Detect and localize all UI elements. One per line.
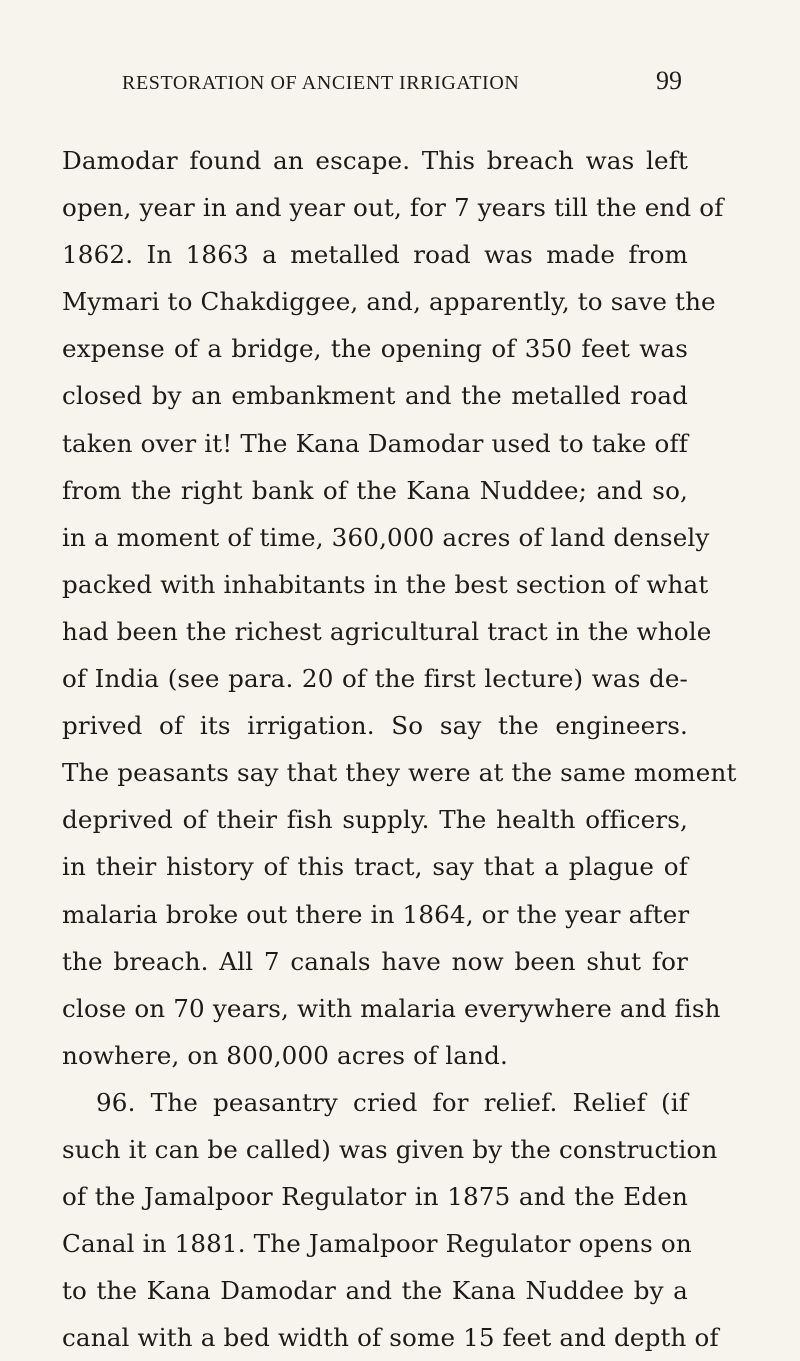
page-number: 99 (656, 66, 682, 95)
text-line: packed with inhabitants in the best section of what (62, 569, 709, 599)
text-line: Damodar found an escape. This breach was left (62, 146, 688, 175)
text-line: of India (see para. 20 of the first lecture) was de- (62, 664, 688, 694)
text-line: of the Jamalpoor Regulator in 1875 and the Eden (62, 1182, 688, 1212)
text-line: from the right bank of the Kana Nuddee; and so, (62, 475, 688, 505)
text-line: prived of its irrigation. So say the engineers. (62, 711, 688, 741)
body-text (62, 137, 737, 1361)
text-line: malaria broke out there in 1864, or the year after (62, 899, 690, 929)
text-line: the breach. All 7 canals have now been shut for (62, 946, 688, 976)
text-line: such it can be called) was given by the construction (62, 1134, 718, 1164)
text-line: in their history of this tract, say that a plague of (62, 852, 688, 882)
text-line: The peasants say that they were at the same moment (62, 758, 737, 788)
text-line: Canal in 1881. The Jamalpoor Regulator opens on (62, 1229, 692, 1259)
text-line: 1862. In 1863 a metalled road was made from (62, 240, 688, 270)
text-line: closed by an embankment and the metalled road (62, 381, 688, 411)
text-line: Mymari to Chakdiggee, and, apparently, to save the (62, 287, 716, 317)
text-line: open, year in and year out, for 7 years till the end of (62, 193, 724, 223)
paragraph-end-line: nowhere, on 800,000 acres of land. (62, 1040, 508, 1070)
running-head (122, 66, 682, 100)
text-line: expense of a bridge, the opening of 350 feet was (62, 334, 688, 364)
text-line: canal with a bed width of some 15 feet and depth of (62, 1323, 719, 1353)
text-line: had been the richest agricultural tract in the whole (62, 616, 712, 646)
text-line: deprived of their fish supply. The health officers, (62, 805, 688, 835)
text-line: in a moment of time, 360,000 acres of land densely (62, 522, 710, 552)
running-title: RESTORATION OF ANCIENT IRRIGATION (122, 72, 520, 94)
text-line: to the Kana Damodar and the Kana Nuddee by a (62, 1276, 688, 1306)
paragraph-96-start-line: 96. The peasantry cried for relief. Relief (if (96, 1087, 688, 1117)
text-line: taken over it! The Kana Damodar used to take off (62, 428, 688, 458)
text-line: close on 70 years, with malaria everywhere and fish (62, 993, 721, 1023)
